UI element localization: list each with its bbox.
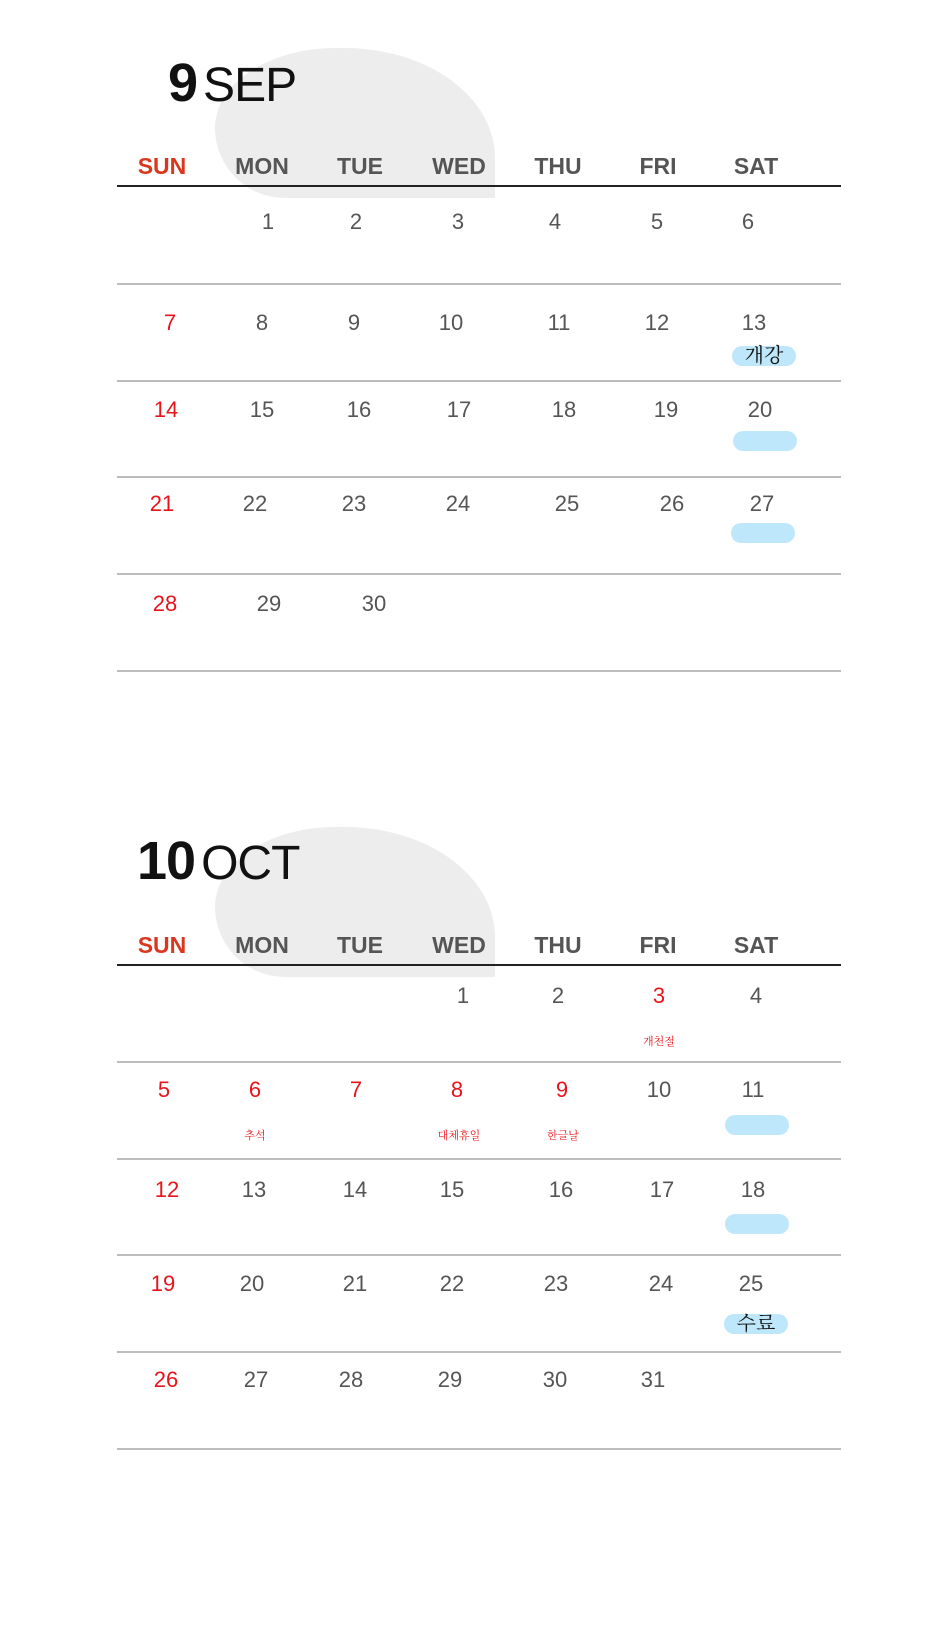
day-cell: 23 (543, 1271, 569, 1296)
weekday-sat: SAT (733, 932, 779, 958)
day-cell-sunday: 12 (154, 1177, 180, 1202)
day-cell-holiday: 7 (349, 1077, 363, 1102)
holiday-label-substitute: 대체휴일 (437, 1130, 481, 1142)
holiday-label-hangeul: 한글날 (547, 1130, 579, 1142)
day-cell-holiday: 8 (450, 1077, 464, 1102)
day-cell: 4 (749, 983, 763, 1008)
day-cell: 25 (738, 1271, 764, 1296)
day-cell: 27 (749, 491, 775, 516)
day-cell: 20 (747, 397, 773, 422)
holiday-label-chuseok: 추석 (244, 1130, 266, 1142)
header-divider (117, 185, 841, 187)
day-cell-sunday: 21 (149, 491, 175, 516)
day-cell-sunday: 7 (163, 310, 177, 335)
day-cell: 16 (548, 1177, 574, 1202)
day-cell: 24 (445, 491, 471, 516)
day-cell: 4 (548, 209, 562, 234)
day-cell: 6 (741, 209, 755, 234)
row-divider (117, 283, 841, 285)
day-cell: 3 (451, 209, 465, 234)
weekday-fri: FRI (639, 932, 677, 958)
day-cell: 29 (437, 1367, 463, 1392)
event-pill-empty (733, 431, 797, 451)
weekday-sun: SUN (137, 153, 187, 179)
day-cell: 5 (650, 209, 664, 234)
day-cell: 14 (342, 1177, 368, 1202)
weekday-thu: THU (534, 153, 582, 179)
row-divider (117, 1061, 841, 1063)
day-cell: 16 (346, 397, 372, 422)
day-cell: 22 (439, 1271, 465, 1296)
day-cell: 13 (741, 310, 767, 335)
event-pill-opening: 개강 (732, 346, 796, 366)
weekday-tue: TUE (337, 153, 383, 179)
day-cell: 20 (239, 1271, 265, 1296)
row-divider (117, 380, 841, 382)
month-number: 10 (137, 831, 196, 891)
day-cell: 1 (261, 209, 275, 234)
day-cell: 1 (456, 983, 470, 1008)
weekday-mon: MON (235, 153, 289, 179)
day-cell: 31 (640, 1367, 666, 1392)
event-pill-empty (725, 1115, 789, 1135)
day-cell-sunday: 26 (153, 1367, 179, 1392)
event-pill-empty (725, 1214, 789, 1234)
row-divider (117, 1351, 841, 1353)
day-cell-holiday: 6 (248, 1077, 262, 1102)
month-title (168, 52, 296, 114)
day-cell-sunday: 19 (150, 1271, 176, 1296)
day-cell: 10 (646, 1077, 672, 1102)
day-cell: 2 (349, 209, 363, 234)
day-cell: 12 (644, 310, 670, 335)
holiday-label-gaecheonjeol: 개천절 (643, 1036, 675, 1048)
event-pill-empty (731, 523, 795, 543)
weekday-wed: WED (432, 153, 486, 179)
day-cell-sunday: 28 (152, 591, 178, 616)
day-cell-sunday: 14 (153, 397, 179, 422)
day-cell: 28 (338, 1367, 364, 1392)
day-cell: 30 (542, 1367, 568, 1392)
day-cell: 8 (255, 310, 269, 335)
row-divider (117, 573, 841, 575)
row-divider (117, 1448, 841, 1450)
header-divider (117, 964, 841, 966)
day-cell-holiday: 9 (555, 1077, 569, 1102)
weekday-fri: FRI (639, 153, 677, 179)
row-divider (117, 1254, 841, 1256)
day-cell: 29 (256, 591, 282, 616)
row-divider (117, 670, 841, 672)
month-name: OCT (201, 837, 300, 890)
day-cell: 24 (648, 1271, 674, 1296)
row-divider (117, 476, 841, 478)
day-cell: 18 (740, 1177, 766, 1202)
day-cell: 30 (361, 591, 387, 616)
day-cell: 2 (551, 983, 565, 1008)
day-cell: 9 (347, 310, 361, 335)
weekday-thu: THU (534, 932, 582, 958)
day-cell: 10 (438, 310, 464, 335)
weekday-sat: SAT (733, 153, 779, 179)
weekday-wed: WED (432, 932, 486, 958)
weekday-tue: TUE (337, 932, 383, 958)
day-cell: 11 (741, 1077, 765, 1102)
day-cell: 17 (446, 397, 472, 422)
day-cell: 15 (439, 1177, 465, 1202)
event-pill-completion: 수료 (724, 1314, 788, 1334)
day-cell: 21 (342, 1271, 368, 1296)
day-cell-holiday: 3 (652, 983, 666, 1008)
month-number: 9 (168, 53, 198, 113)
day-cell: 19 (653, 397, 679, 422)
day-cell: 22 (242, 491, 268, 516)
month-name: SEP (203, 59, 297, 112)
day-cell: 26 (659, 491, 685, 516)
weekday-mon: MON (235, 932, 289, 958)
month-title (137, 830, 299, 892)
weekday-sun: SUN (137, 932, 187, 958)
day-cell: 17 (649, 1177, 675, 1202)
row-divider (117, 1158, 841, 1160)
day-cell: 27 (243, 1367, 269, 1392)
day-cell: 18 (551, 397, 577, 422)
day-cell: 11 (547, 310, 571, 335)
day-cell: 23 (341, 491, 367, 516)
day-cell: 25 (554, 491, 580, 516)
day-cell: 13 (241, 1177, 267, 1202)
day-cell: 15 (249, 397, 275, 422)
day-cell-sunday: 5 (157, 1077, 171, 1102)
